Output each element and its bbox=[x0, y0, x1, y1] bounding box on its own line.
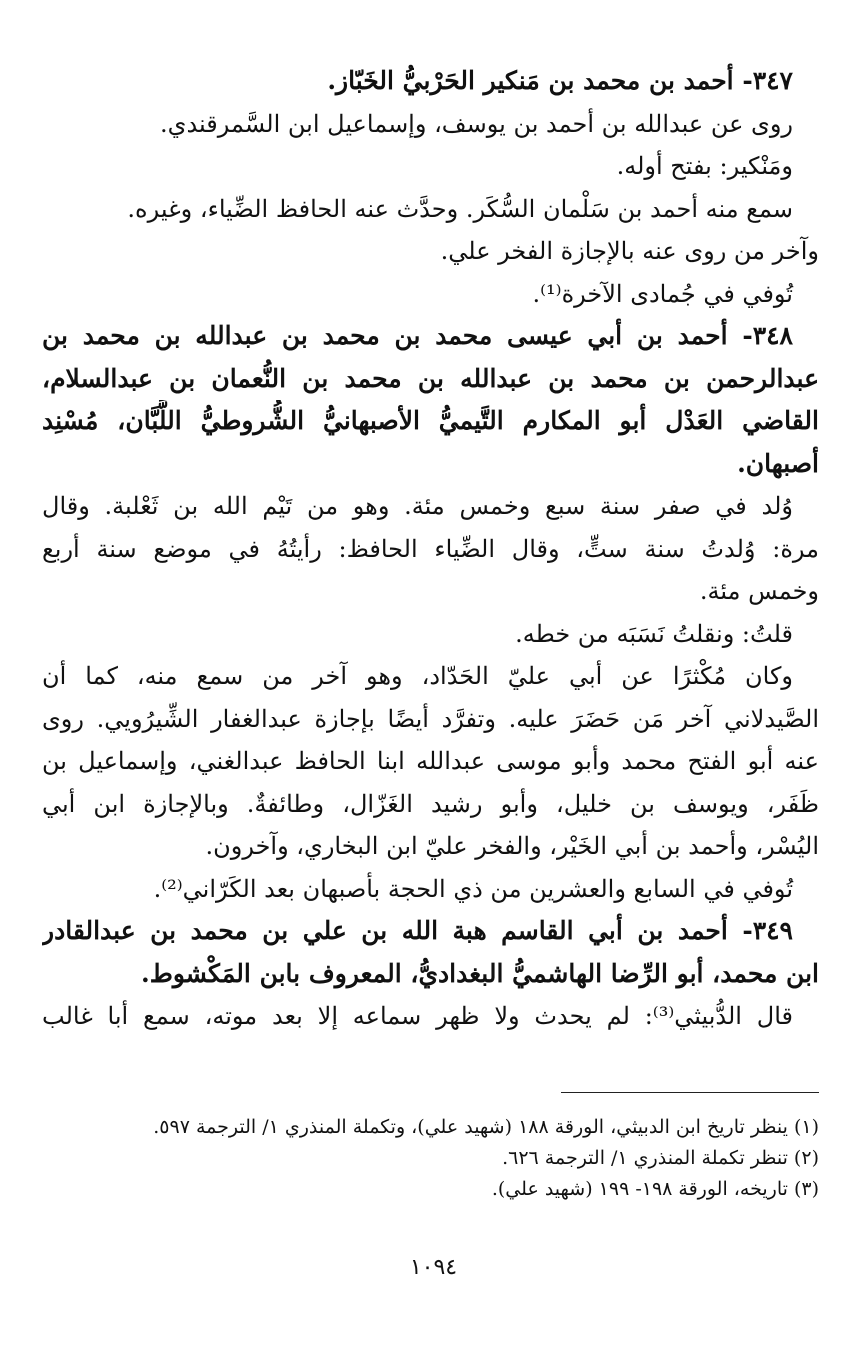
text-line: عبدالرحمن بن محمد بن عبدالله بن محمد بن النُّعمان بن عبدالسلام، bbox=[42, 363, 819, 393]
text-line: وُلد في صفر سنة سبع وخمس مئة. وهو من تَيْم الله بن ثَعْلبة. وقال bbox=[42, 492, 793, 520]
text-line: اليُسْر، وأحمد بن أبي الخَيْر، والفخر عليّ ابن البخاري، وآخرون. bbox=[205, 832, 819, 860]
footnote: (٢) تنظر تكملة المنذري ١/ الترجمة ٦٢٦. bbox=[502, 1147, 819, 1169]
text-line: قلتُ: ونقلتُ نَسَبَه من خطه. bbox=[515, 619, 793, 648]
text-line: وآخر من روى عنه بالإجازة الفخر علي. bbox=[440, 237, 819, 265]
text-line: القاضي العَدْل أبو المكارم التَّيميُّ الأصبهانيُّ الشُّروطيُّ اللَّبَّان، مُسْنِد bbox=[42, 406, 819, 435]
text-line: ٣٤٧- أحمد بن محمد بن مَنكير الحَرْبيُّ الخَبّاز. bbox=[327, 66, 793, 95]
body-text bbox=[42, 60, 819, 1038]
text-line: تُوفي في جُمادى الآخرة⁽¹⁾. bbox=[532, 279, 793, 308]
footnotes bbox=[42, 1112, 819, 1205]
text-line: ومَنْكير: بفتح أوله. bbox=[616, 152, 793, 180]
text-line: وخمس مئة. bbox=[699, 577, 819, 605]
page-number: ١٠٩٤ bbox=[409, 1255, 458, 1280]
text-line: وكان مُكْثرًا عن أبي عليّ الحَدّاد، وهو آخر من سمع منه، كما أن bbox=[42, 662, 793, 690]
footnote-divider bbox=[561, 1092, 819, 1093]
text-line: ٣٤٩- أحمد بن أبي القاسم هبة الله بن علي بن محمد بن عبدالقادر bbox=[42, 916, 793, 945]
text-line: أصبهان. bbox=[737, 448, 819, 478]
text-line: عنه أبو الفتح محمد وأبو موسى عبدالله ابنا الحافظ عبدالغني، وإسماعيل بن bbox=[42, 747, 819, 775]
text-line: الصَّيدلاني آخر مَن حَضَرَ عليه. وتفرَّد أيضًا بإجازة عبدالغفار الشِّيرُويي. روى bbox=[42, 704, 819, 733]
text-line: ظَفَر، ويوسف بن خليل، وأبو رشيد الغَزّال، وطائفةٌ. وبالإجازة ابن أبي bbox=[42, 789, 819, 818]
text-line: روى عن عبدالله بن أحمد بن يوسف، وإسماعيل ابن السَّمرقندي. bbox=[160, 109, 793, 138]
footnote: (٣) تاريخه، الورقة ١٩٨- ١٩٩ (شهيد علي). bbox=[491, 1178, 819, 1200]
text-line: ابن محمد، أبو الرِّضا الهاشميُّ البغداديُّ، المعروف بابن المَكْشوط. bbox=[141, 958, 819, 988]
text-line: سمع منه أحمد بن سَلْمان السُّكَر. وحدَّث عنه الحافظ الضِّياء، وغيره. bbox=[127, 194, 793, 223]
footnote: (١) ينظر تاريخ ابن الدبيثي، الورقة ١٨٨ (شهيد علي)، وتكملة المنذري ١/ الترجمة ٥٩٧. bbox=[153, 1116, 819, 1138]
text-line: قال الدُّبيثي⁽³⁾: لم يحدث ولا ظهر سماعه إلا بعد موته، سمع أبا غالب bbox=[42, 1002, 793, 1030]
text-line: ٣٤٨- أحمد بن أبي عيسى محمد بن محمد بن عبدالله بن محمد بن bbox=[42, 321, 793, 350]
text-line: مرة: وُلدتُ سنة ستٍّ، وقال الضِّياء الحافظ: رأيتُهُ في موضع سنة أربع bbox=[42, 534, 819, 563]
text-line: تُوفي في السابع والعشرين من ذي الحجة بأصبهان بعد الكَرّاني⁽²⁾. bbox=[153, 874, 793, 903]
